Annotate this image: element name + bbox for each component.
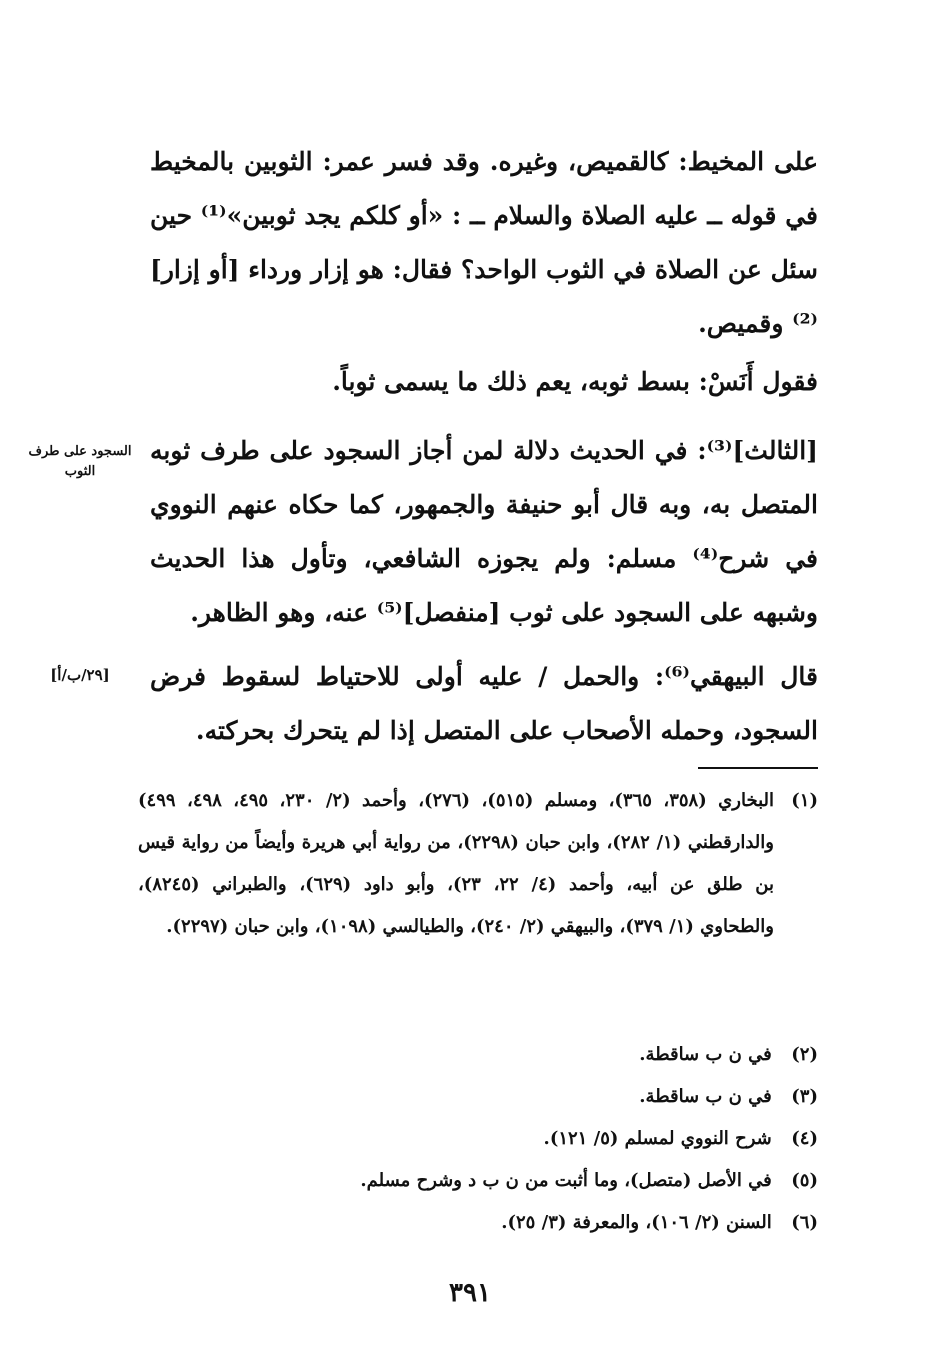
footnote-number: (٦): [791, 1212, 818, 1233]
page-number: ٣٩١: [449, 1278, 491, 1308]
footnote-text: السنن (٢/ ١٠٦)، والمعرفة (٣/ ٢٥).: [501, 1212, 772, 1233]
footnote-text: شرح النووي لمسلم (٥/ ١٢١).: [543, 1128, 772, 1149]
footnote-text: البخاري (٣٥٨، ٣٦٥)، ومسلم (٥١٥)، (٢٧٦)، وأحمد (٢/ ٢٣٠، ٤٩٥، ٤٩٨، ٤٩٩) والدارقطني (١/ ٢٨٢)، وابن حبان (٢٢٩٨)، من رواية أبي هريرة وأيضاً من رواية قيس بن طلق عن أبيه، وأحمد (٤/ ٢٢، ٢٣)، وأبو داود (٦٢٩)، والطبراني (٨٢٤٥)، والطحاوي (١/ ٣٧٩)، والبيهقي (٢/ ٢٤٠)، والطيالسي (١٠٩٨)، وابن حبان (٢٢٩٧).: [138, 790, 775, 937]
footnote-number: (٢): [791, 1044, 818, 1065]
paragraph-3: [الثالث]⁽³⁾: في الحديث دلالة لمن أجاز السجود على طرف ثوبه المتصل به، وبه قال أبو حنيفة والجمهور، كما حكاه عنهم النووي في شرح⁽⁴⁾ مسلم: ولم يجوزه الشافعي، وتأول هذا الحديث وشبهه على السجود على ثوب [منفصل]⁽⁵⁾ عنه، وهو الظاهر.: [150, 436, 818, 627]
footnote-number: (٥): [791, 1170, 818, 1191]
footnote-4: [544, 1118, 818, 1160]
margin-note-folio: [٢٩/ب/أ]: [50, 666, 110, 684]
margin-note-topic: السجود على طرف الثوب: [28, 444, 132, 479]
footnote-number: (٣): [791, 1086, 818, 1107]
footnote-1: [138, 780, 818, 948]
paragraph-2: فقول أَنَسْ: بسط ثوبه، يعم ذلك ما يسمى ثوباً.: [332, 367, 818, 396]
paragraph-1: على المخيط: كالقميص، وغيره. وقد فسر عمر: الثوبين بالمخيط في قوله ــ عليه الصلاة والسلام ــ : «أو كلكم يجد ثوبين»⁽¹⁾ حين سئل عن الصلاة في الثوب الواحد؟ فقال: هو إزار ورداء [أو إزار]⁽²⁾ وقميص.: [150, 147, 818, 338]
footnote-number: (١): [791, 790, 818, 811]
footnote-text: في ن ب ساقطة.: [639, 1044, 772, 1065]
footnote-text: في الأصل (متصل)، وما أثبت من ن ب د وشرح مسلم.: [360, 1170, 772, 1191]
footnote-divider: [698, 767, 818, 769]
paragraph-4: قال البيهقي⁽⁶⁾: والحمل / عليه أولى للاحتياط لسقوط فرض السجود، وحمله الأصحاب على المتصل إذا لم يتحرك بحركته.: [150, 662, 818, 745]
footnote-2: [639, 1034, 818, 1076]
footnote-5: [360, 1160, 818, 1202]
footnote-text: في ن ب ساقطة.: [639, 1086, 772, 1107]
footnote-6: [501, 1202, 818, 1244]
footnote-number: (٤): [791, 1128, 818, 1149]
footnote-3: [639, 1076, 818, 1118]
